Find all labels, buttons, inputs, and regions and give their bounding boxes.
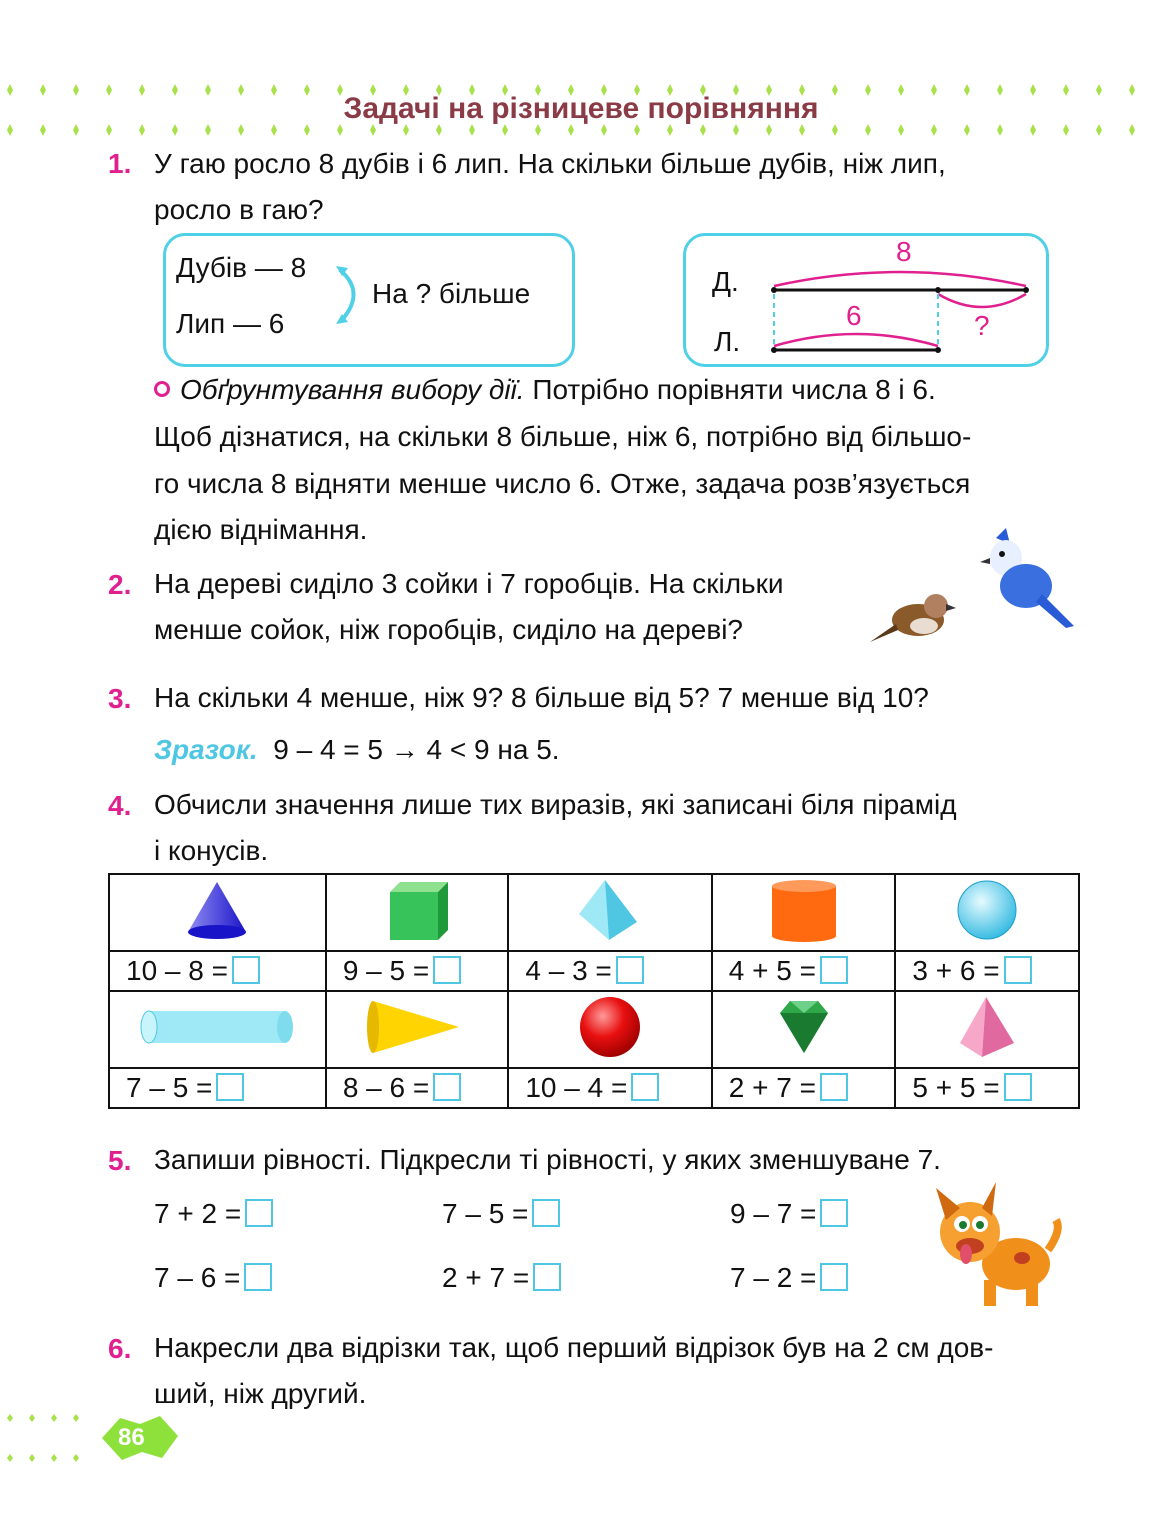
task5-line1: Запиши рівності. Підкресли ті рівності, у яких зменшуване 7. — [154, 1144, 941, 1175]
task4-number: 4. — [108, 790, 132, 821]
table-row — [109, 951, 1079, 991]
answer-box[interactable] — [820, 1199, 848, 1227]
answer-box[interactable] — [244, 1263, 272, 1291]
equation-text: 7 + 2 = — [154, 1198, 242, 1229]
task6-number: 6. — [108, 1333, 132, 1364]
reasoning-title: Обґрунтування вибору дії. — [180, 374, 525, 405]
expression: 9 – 5 = — [342, 955, 430, 986]
answer-box[interactable] — [820, 956, 848, 984]
cone-icon — [182, 878, 252, 942]
equation-text: 7 – 6 = — [154, 1262, 241, 1293]
cylinder-horizontal-icon — [137, 1007, 297, 1047]
table-cell — [109, 991, 326, 1068]
page-title: Задачі на різницеве порівняння — [343, 92, 819, 125]
task6-line2: ший, ніж другий. — [154, 1378, 367, 1409]
table-cell — [712, 951, 896, 991]
reasoning-text1: Потрібно порівняти числа 8 і 6. — [532, 374, 936, 405]
segment-diagram — [686, 236, 1046, 364]
decorative-dots-bottom — [0, 1410, 110, 1470]
answer-box[interactable] — [232, 956, 260, 984]
task1-text-line2: росло в гаю? — [154, 194, 324, 225]
table-cell — [326, 991, 509, 1068]
sphere-icon — [952, 878, 1022, 942]
table-cell — [508, 1068, 711, 1108]
equation — [154, 1262, 272, 1294]
task6-line1: Накресли два відрізки так, щоб перший відрізок був на 2 см дов- — [154, 1332, 994, 1363]
diagram-value-bottom: 6 — [846, 300, 862, 331]
expression: 2 + 7 = — [728, 1072, 816, 1103]
task1-text-line1: У гаю росло 8 дубів і 6 лип. На скільки більше дубів, ніж лип, — [154, 148, 946, 179]
table-row — [109, 991, 1079, 1068]
table-cell — [508, 951, 711, 991]
table-row — [109, 874, 1079, 951]
puppy-icon — [930, 1180, 1066, 1312]
table-cell — [109, 874, 326, 951]
expression: 10 – 4 = — [525, 1072, 628, 1103]
equation-text: 2 + 7 = — [442, 1262, 530, 1293]
task4-line1: Обчисли значення лише тих виразів, які записані біля пірамід — [154, 789, 957, 820]
reasoning-line4: дією віднімання. — [154, 514, 368, 545]
equation-text: 7 – 2 = — [730, 1262, 817, 1293]
answer-box[interactable] — [1004, 1073, 1032, 1101]
page-number: 86 — [118, 1424, 145, 1451]
equation — [442, 1262, 561, 1294]
reasoning-line2: Щоб дізнатися, на скільки 8 більше, ніж 6, потрібно від більшо- — [154, 421, 972, 452]
answer-box[interactable] — [532, 1199, 560, 1227]
equation — [730, 1198, 848, 1230]
answer-box[interactable] — [631, 1073, 659, 1101]
ball-icon — [575, 995, 645, 1059]
table-cell — [326, 951, 509, 991]
answer-box[interactable] — [433, 1073, 461, 1101]
answer-box[interactable] — [245, 1199, 273, 1227]
answer-box[interactable] — [820, 1263, 848, 1291]
sample-text: 9 – 4 = 5 → 4 < 9 на 5. — [273, 734, 560, 765]
table-cell — [508, 874, 711, 951]
answer-box[interactable] — [433, 956, 461, 984]
expression: 5 + 5 = — [912, 1072, 1000, 1103]
table-cell — [895, 1068, 1079, 1108]
cone-horizontal-icon — [367, 995, 467, 1059]
expression: 10 – 8 = — [126, 955, 228, 986]
answer-box[interactable] — [820, 1073, 848, 1101]
answer-box[interactable] — [1004, 956, 1032, 984]
sparrow-icon — [868, 584, 958, 654]
reasoning-line1 — [154, 366, 1079, 413]
table-cell — [326, 874, 509, 951]
task3-sample — [154, 726, 560, 773]
expression: 7 – 5 = — [126, 1072, 213, 1103]
equation — [442, 1198, 560, 1230]
equation — [154, 1198, 273, 1230]
condition-oaks: Дубів — 8 — [176, 252, 307, 283]
task2-number: 2. — [108, 569, 132, 600]
bullet-icon — [154, 381, 170, 397]
table-cell — [109, 1068, 326, 1108]
answer-box[interactable] — [216, 1073, 244, 1101]
pyramid-pink-icon — [952, 995, 1022, 1059]
task1-condition-box — [163, 233, 575, 367]
table-cell — [109, 951, 326, 991]
reasoning-line3: го числа 8 відняти менше число 6. Отже, задача розв’язується — [154, 468, 971, 499]
condition-question: На ? більше — [372, 278, 531, 309]
equation — [730, 1262, 848, 1294]
cube-icon — [382, 878, 452, 942]
task3-number: 3. — [108, 683, 132, 714]
task1-number: 1. — [108, 148, 132, 179]
answer-box[interactable] — [533, 1263, 561, 1291]
table-cell — [895, 874, 1079, 951]
task4-line2: і конусів. — [154, 835, 269, 866]
expression: 3 + 6 = — [912, 955, 1000, 986]
task2-line2: менше сойок, ніж горобців, сиділо на дереві? — [154, 614, 743, 645]
table-cell — [712, 991, 896, 1068]
diagram-label-d: Д. — [712, 266, 739, 297]
table-cell — [508, 991, 711, 1068]
expression: 4 – 3 = — [525, 955, 612, 986]
task2-line1: На дереві сиділо 3 сойки і 7 горобців. На скільки — [154, 568, 784, 599]
table-row — [109, 1068, 1079, 1108]
table-cell — [895, 951, 1079, 991]
gem-icon — [774, 995, 834, 1059]
shapes-table — [108, 873, 1080, 1109]
task3-line1: На скільки 4 менше, ніж 9? 8 більше від 5? 7 менше від 10? — [154, 682, 929, 713]
cylinder-icon — [766, 878, 842, 942]
diagram-value-top: 8 — [896, 236, 912, 267]
expression: 8 – 6 = — [342, 1072, 430, 1103]
diagram-question: ? — [974, 310, 990, 341]
table-cell — [712, 874, 896, 951]
task5-number: 5. — [108, 1145, 132, 1176]
expression: 4 + 5 = — [728, 955, 816, 986]
compare-arrow-icon — [334, 262, 374, 328]
condition-lindens: Лип — 6 — [176, 308, 285, 339]
equation-text: 9 – 7 = — [730, 1198, 817, 1229]
equation-text: 7 – 5 = — [442, 1198, 529, 1229]
diagram-label-l: Л. — [714, 326, 741, 357]
task1-diagram-box — [683, 233, 1049, 367]
table-cell — [895, 991, 1079, 1068]
sample-label: Зразок. — [154, 734, 258, 765]
pyramid-icon — [575, 878, 645, 942]
table-cell — [712, 1068, 896, 1108]
answer-box[interactable] — [616, 956, 644, 984]
table-cell — [326, 1068, 509, 1108]
blue-jay-icon — [976, 528, 1076, 632]
